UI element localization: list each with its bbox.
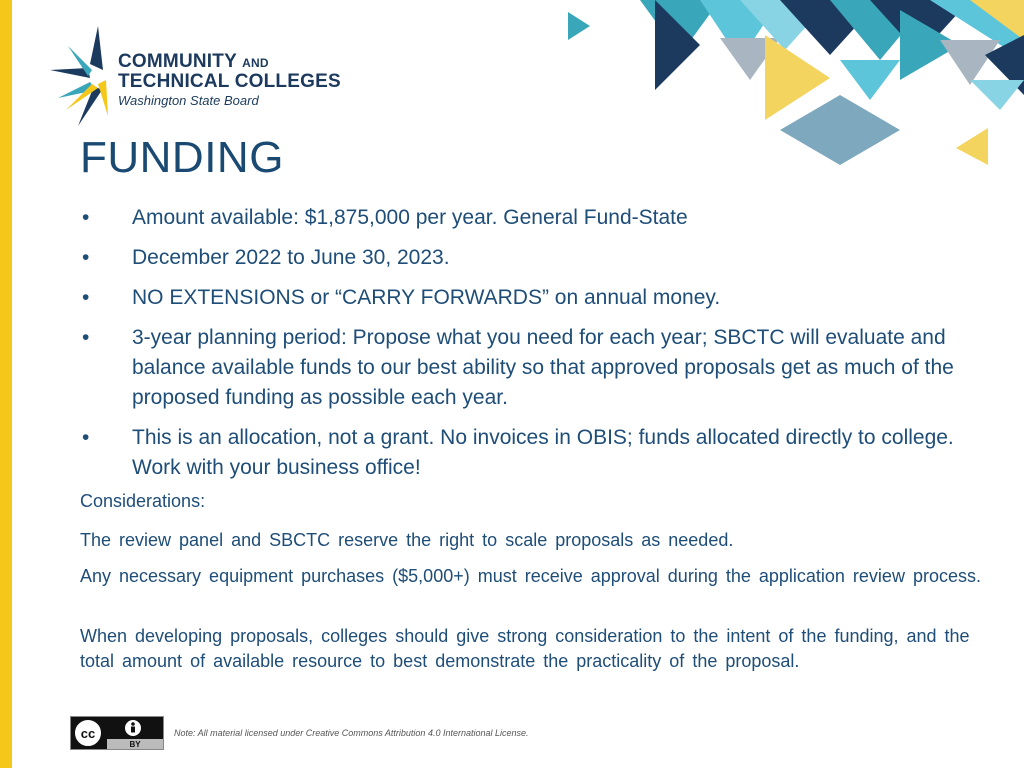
funding-bullet-list — [80, 203, 992, 493]
deco-tri-13 — [940, 40, 1000, 85]
logo-text-community: COMMUNITY AND — [118, 51, 269, 72]
deco-tri-16 — [970, 80, 1024, 110]
bullet-item: • December 2022 to June 30, 2023. — [82, 246, 450, 269]
considerations-heading: Considerations: — [80, 491, 206, 511]
page-title: FUNDING — [80, 133, 284, 182]
bullet-item: • NO EXTENSIONS or “CARRY FORWARDS” on annual money. — [82, 286, 721, 309]
cc-by-icon — [71, 717, 163, 749]
bullet-item: • Amount available: $1,875,000 per year. General Fund-State — [82, 206, 688, 229]
creative-commons-badge — [70, 716, 164, 750]
deco-tri-17 — [956, 128, 988, 165]
logo-text-technical-colleges: TECHNICAL COLLEGES — [118, 71, 341, 92]
deco-diamond — [780, 95, 900, 165]
license-note: Note: All material licensed under Creative Commons Attribution 4.0 International License. — [174, 728, 529, 738]
svg-text:BY: BY — [129, 740, 141, 749]
consideration-paragraph: The review panel and SBCTC reserve the right to scale proposals as needed. — [80, 530, 734, 550]
deco-tri-9 — [840, 60, 900, 100]
consideration-paragraph: When developing proposals, colleges should give strong consideration to the intent of the funding, and the total amount of available resource to best demonstrate the practicality of the proposal. — [80, 626, 970, 671]
star-burst-icon — [48, 26, 112, 130]
logo-text-state-board: Washington State Board — [118, 93, 259, 108]
bullet-item: • 3-year planning period: Propose what you need for each year; SBCTC will evaluate and balance available funds to our best ability so that approved proposals get as much of the proposed funding as possible each year. — [82, 326, 954, 409]
small-teal-triangle — [568, 12, 590, 40]
bullet-item: • This is an allocation, not a grant. No invoices in OBIS; funds allocated directly to college. Work with your business office! — [82, 426, 954, 479]
consideration-paragraph: Any necessary equipment purchases ($5,000+) must receive approval during the application review process. — [80, 566, 981, 586]
svg-text:cc: cc — [80, 726, 96, 741]
sbctc-logo — [48, 26, 348, 130]
